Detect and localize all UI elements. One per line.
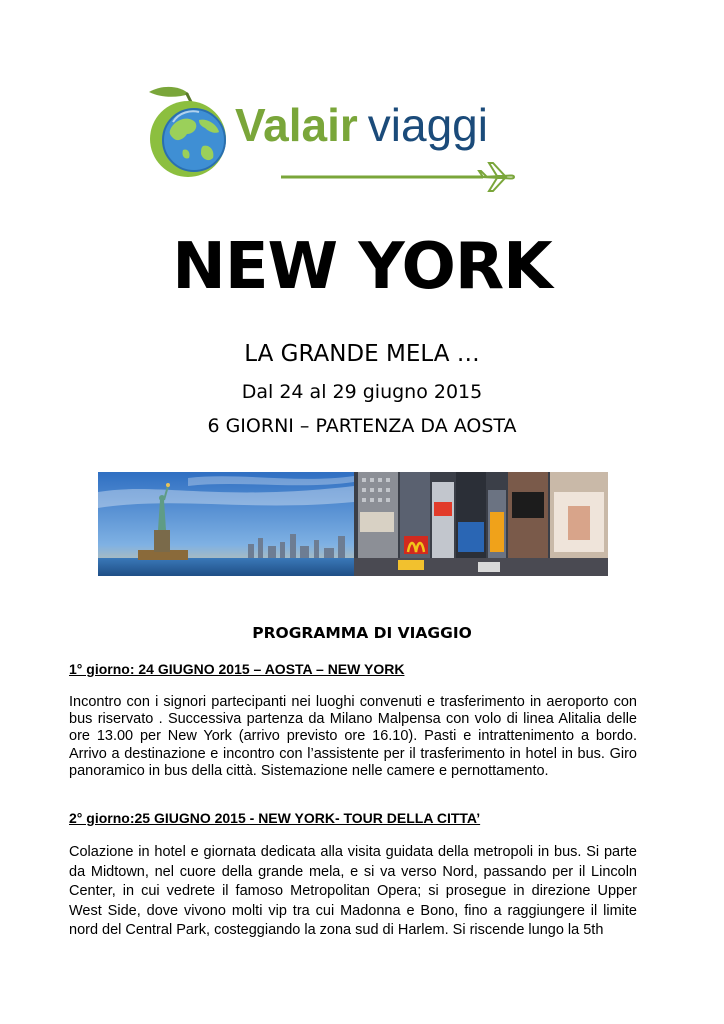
page-title: NEW YORK <box>172 230 552 304</box>
leaf-icon <box>149 87 189 97</box>
new-york-banner-image <box>98 472 608 576</box>
brand-name: Valair <box>235 99 358 151</box>
company-logo <box>143 82 515 194</box>
trip-dates: Dal 24 al 29 giugno 2015 <box>241 381 483 403</box>
tagline: LA GRANDE MELA … <box>244 341 480 367</box>
logo-wordmark <box>235 100 488 150</box>
airplane-icon <box>479 163 514 191</box>
day-1-description: Incontro con i signori partecipanti nei luoghi convenuti e trasferimento in aeroporto con bus riservato . Successiva partenza da Milano Malpensa con volo di linea Alitalia delle ore 13.00 per New York (arrivo previsto ore 16.10). Pasti e intrattenimento a bordo. Arrivo a destinazione e incontro con l’assistente per il trasferimento in hotel in bus. Giro panoramico in bus della città. Sistemazione nelle camere e pernottamento. <box>69 694 637 779</box>
day-1-heading: 1° giorno: 24 GIUGNO 2015 – AOSTA – NEW YORK <box>69 661 405 677</box>
program-heading: PROGRAMMA DI VIAGGIO <box>252 624 472 642</box>
trip-duration: 6 GIORNI – PARTENZA DA AOSTA <box>207 415 517 437</box>
day-2-heading: 2° giorno:25 GIUGNO 2015 - NEW YORK- TOUR DELLA CITTA’ <box>69 810 481 826</box>
day-2-description: Colazione in hotel e giornata dedicata alla visita guidata della metropoli in bus. Si parte da Midtown, nel cuore della grande mela, e si va verso Nord, passando per il Lincoln Center, in cui vedrete il famoso Metropolitan Opera; si prosegue in direzione Upper West Side, dove vivono molti vip tra cui Madonna e Bono, fino a raggiungere il limite nord del Central Park, costeggiando la zona sud di Harlem. Si riscende lungo la 5th <box>69 844 637 939</box>
brand-subname: viaggi <box>367 99 488 151</box>
